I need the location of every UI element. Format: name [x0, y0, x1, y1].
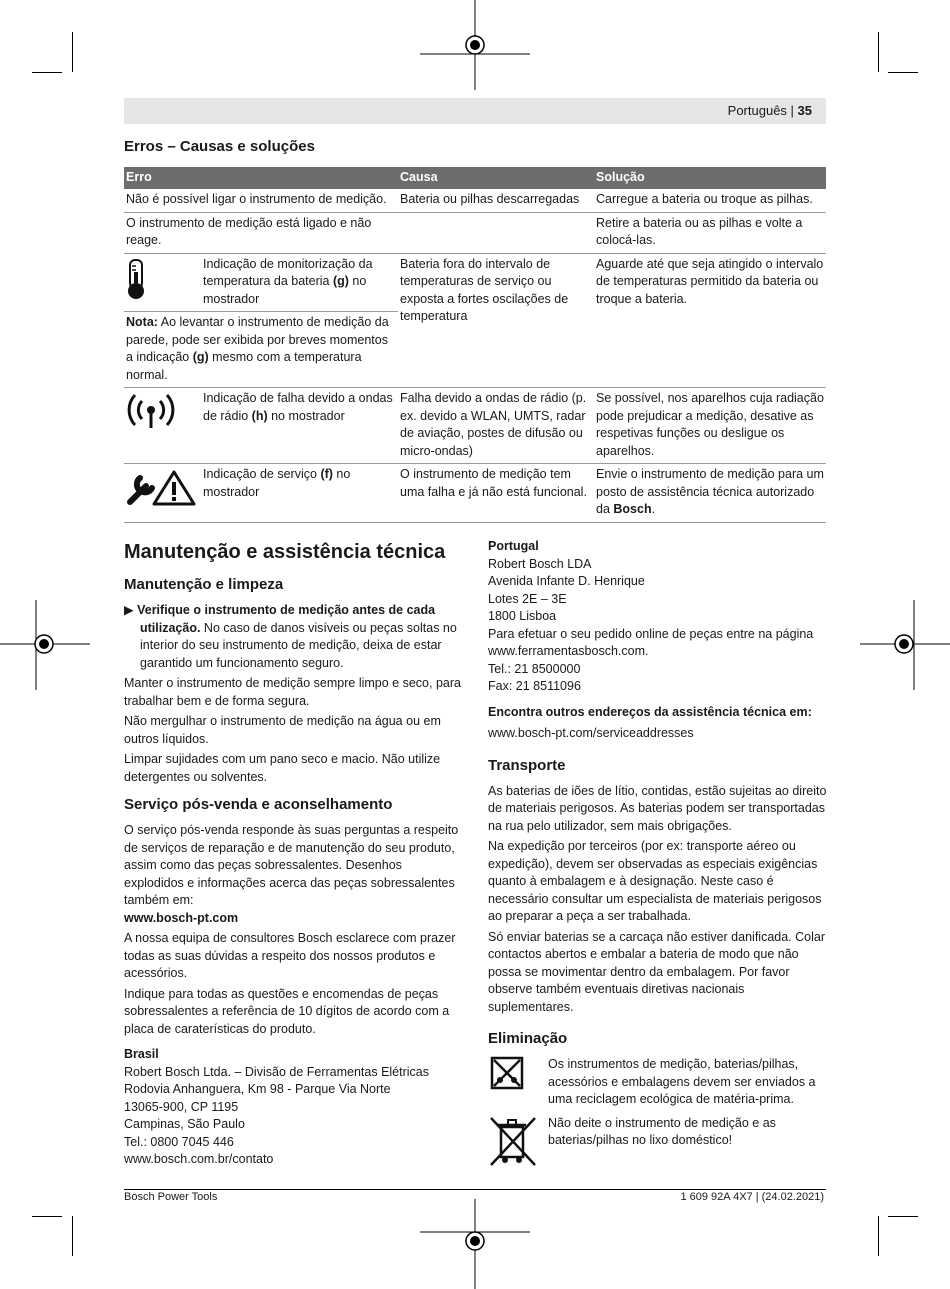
cell-causa: Bateria fora do intervalo de temperaturas de serviço ou exposta a fortes oscilações de temperatura — [398, 253, 594, 388]
service-title: Serviço pós-venda e aconselhamento — [124, 796, 393, 813]
bullet-item: ▶ Verifique o instrumento de medição antes de cada utilização. No caso de danos visíveis ou peças soltas no interior do seu instrumento de medição, deixa de estar garantido um funcionamento seguro. — [124, 603, 457, 670]
crop-mark — [888, 72, 918, 73]
address-line: Robert Bosch Ltda. – Divisão de Ferramentas Elétricas — [124, 1064, 429, 1079]
cell-solucao: Se possível, nos aparelhos cuja radiação pode prejudicar a medição, desative as respetivas funções ou desligue os aparelhos. — [594, 388, 826, 464]
table-row — [124, 253, 826, 312]
left-column — [124, 540, 464, 1169]
table-row — [124, 189, 826, 212]
paragraph: As baterias de iões de lítio, contidas, estão sujeitas ao direito de materiais perigosos. As baterias podem ser transportadas na rua pelo utilizador, sem mais obrigações. — [488, 783, 827, 833]
address-line: Para efetuar o seu pedido online de peças entre na página — [488, 626, 814, 641]
page-header: Português | 35 — [124, 98, 826, 124]
more-addresses-title: Encontra outros endereços da assistência técnica em: — [488, 704, 812, 719]
cell-causa: O instrumento de medição tem uma falha e já não está funcional. — [398, 464, 594, 523]
cell-erro: Indicação de falha devido a ondas de rádio (h) no mostrador — [201, 388, 398, 464]
crop-mark — [72, 1216, 73, 1256]
address-line: Campinas, São Paulo — [124, 1117, 245, 1131]
registration-mark-icon — [0, 600, 90, 690]
paragraph: Os instrumentos de medição, baterias/pilhas, acessórios e embalagens devem ser enviados a uma reciclagem ecológica de matéria-prima. — [548, 1057, 816, 1106]
paragraph: Não deite o instrumento de medição e as baterias/pilhas no lixo doméstico! — [548, 1115, 776, 1147]
paragraph: Não mergulhar o instrumento de medição na água ou em outros líquidos. — [124, 714, 441, 746]
cell-icon — [124, 464, 201, 523]
cell-solucao: Carregue a bateria ou troque as pilhas. — [594, 189, 826, 212]
cell-erro: Indicação de monitorização da temperatura da bateria (g) no mostrador — [203, 256, 373, 306]
disposal-title: Eliminação — [488, 1030, 568, 1047]
registration-mark-icon — [420, 0, 530, 90]
maintenance-title: Manutenção e assistência técnica — [124, 541, 446, 563]
footer-right: 1 609 92A 4X7 | (24.02.2021) — [680, 1191, 824, 1203]
paragraph: Manter o instrumento de medição sempre limpo e seco, para trabalhar bem e de forma segura. — [124, 676, 461, 708]
table-row — [124, 388, 826, 464]
address-line: Tel.: 0800 7045 446 — [124, 1134, 234, 1149]
crop-mark — [72, 32, 73, 72]
errors-table — [124, 167, 826, 523]
maintenance-cleaning-title: Manutenção e limpeza — [124, 576, 284, 593]
link[interactable]: www.bosch-pt.com — [124, 910, 239, 925]
paragraph: Só enviar baterias se a carcaça não estiver danificada. Colar contactos abertos e embalar a bateria de modo que não possa se movimentar dentro da embalagem. Por favor observe também eventuais diretivas nacionais suplementares. — [488, 929, 825, 1014]
address-line: Avenida Infante D. Henrique — [488, 574, 645, 588]
column-header: Causa — [398, 167, 594, 189]
footer-rule — [124, 1189, 826, 1190]
paragraph: Na expedição por terceiros (por ex: transporte aéreo ou expedição), devem ser observadas as especiais exigências quanto à embalagem e à designação. Neste caso é necessário consultar um especialista de materiais perigosos ao preparar a peça a ser trabalhada. — [488, 839, 822, 923]
registration-mark-icon — [420, 1199, 530, 1289]
crop-mark — [32, 72, 62, 73]
disposal-item — [488, 1056, 828, 1109]
crop-mark — [878, 1216, 879, 1256]
recycling-icon — [488, 1056, 528, 1092]
right-column — [488, 538, 828, 1180]
cell-erro: Indicação de serviço (f) no mostrador — [201, 464, 398, 523]
thermometer-icon — [126, 258, 150, 300]
note-text: Nota: Ao levantar o instrumento de medição da parede, pode ser exibida por breves momentos a indicação (g) mesmo com a temperatura normal. — [124, 312, 398, 388]
table-row — [124, 464, 826, 523]
address-line[interactable]: www.bosch.com.br/contato — [124, 1152, 274, 1166]
cell-causa: Falha devido a ondas de rádio (p. ex. devido a WLAN, UMTS, radar de aviação, postes de difusão ou micro-ondas) — [398, 388, 594, 464]
transport-title: Transporte — [488, 756, 566, 774]
page-number: 35 — [797, 103, 812, 118]
address-line: Tel.: 21 8500000 — [488, 661, 581, 676]
registration-mark-icon — [860, 600, 950, 690]
disposal-item — [488, 1115, 828, 1175]
crop-mark — [888, 1216, 918, 1217]
header-language: Português — [727, 103, 787, 118]
table-header-row — [124, 167, 826, 189]
cell-solucao: Aguarde até que seja atingido o intervalo de temperaturas permitido da bateria ou troque a bateria. — [594, 253, 826, 388]
errors-title: Erros – Causas e soluções — [124, 138, 315, 155]
service-warning-icon — [126, 468, 196, 508]
crop-mark — [32, 1216, 62, 1217]
crossed-bin-icon — [488, 1115, 538, 1169]
brasil-title: Brasil — [124, 1047, 159, 1061]
column-header: Solução — [594, 167, 826, 189]
paragraph: A nossa equipa de consultores Bosch esclarece com prazer todas as suas dúvidas a respeito dos nossos produtos e acessórios. — [124, 931, 456, 980]
address-line: Fax: 21 8511096 — [488, 679, 581, 693]
column-header: Erro — [124, 167, 398, 189]
footer-left: Bosch Power Tools — [124, 1191, 218, 1203]
address-line: Robert Bosch LDA — [488, 556, 592, 571]
cell-causa — [398, 212, 594, 253]
address-line: 13065-900, CP 1195 — [124, 1099, 239, 1114]
address-line: Rodovia Anhanguera, Km 98 - Parque Via Norte — [124, 1082, 391, 1096]
address-line: 1800 Lisboa — [488, 609, 557, 623]
cell-erro: O instrumento de medição está ligado e não reage. — [124, 212, 398, 253]
cell-icon — [124, 388, 201, 464]
cell-causa: Bateria ou pilhas descarregadas — [398, 189, 594, 212]
address-line[interactable]: www.ferramentasbosch.com. — [488, 644, 649, 658]
paragraph: O serviço pós-venda responde às suas perguntas a respeito de serviços de reparação e de manutenção do seu produto, assim como das peças sobressalentes. Desenhos explodidos e informações acerca das peças sobressalentes também em: — [124, 823, 459, 907]
table-row — [124, 212, 826, 253]
address-line: Lotes 2E – 3E — [488, 591, 567, 606]
paragraph: Indique para todas as questões e encomendas de peças sobressalentes a referência de 10 dígitos de acordo com a placa de caraterísticas do produto. — [124, 986, 450, 1036]
cell-solucao: Envie o instrumento de medição para um posto de assistência técnica autorizado da Bosch. — [594, 464, 826, 523]
portugal-title: Portugal — [488, 539, 539, 553]
paragraph: Limpar sujidades com um pano seco e macio. Não utilize detergentes ou solventes. — [124, 752, 441, 784]
cell-solucao: Retire a bateria ou as pilhas e volte a colocá-las. — [594, 212, 826, 253]
crop-mark — [878, 32, 879, 72]
link[interactable]: www.bosch-pt.com/serviceaddresses — [488, 726, 694, 740]
cell-icon — [124, 253, 201, 312]
cell-erro: Não é possível ligar o instrumento de medição. — [124, 189, 398, 212]
radio-wave-icon — [126, 392, 176, 436]
